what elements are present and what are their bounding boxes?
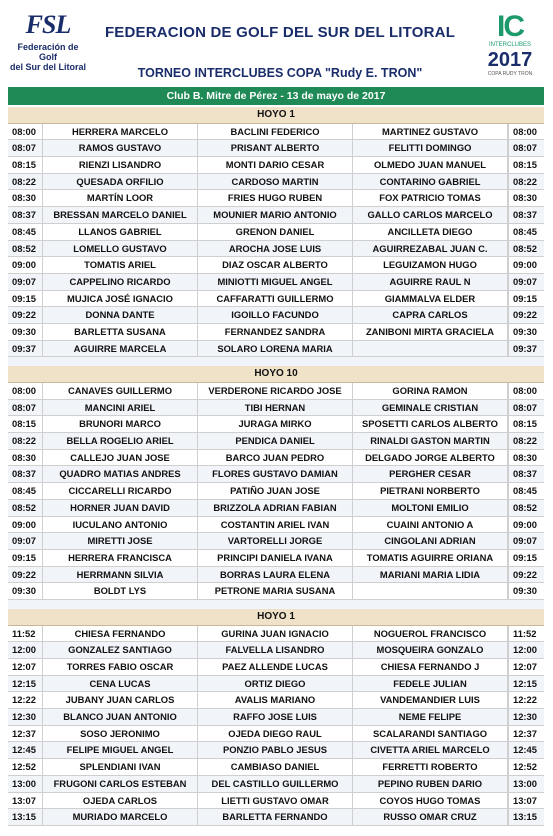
fsl-logo-mark: FSL (25, 10, 71, 39)
player-2: VERDERONE RICARDO JOSE (198, 383, 353, 399)
player-3: CUAINI ANTONIO A (353, 517, 508, 533)
tee-time-right: 09:00 (508, 517, 543, 533)
player-1: CALLEJO JUAN JOSE (43, 450, 198, 466)
tee-time: 09:07 (8, 533, 43, 549)
player-3: FERRETTI ROBERTO (353, 759, 508, 775)
tee-time-right: 12:45 (508, 742, 543, 758)
player-3: MARIANI MARIA LIDIA (353, 567, 508, 583)
table-row (8, 759, 544, 776)
player-2: MINIOTTI MIGUEL ANGEL (198, 274, 353, 290)
player-3: LEGUIZAMON HUGO (353, 257, 508, 273)
fsl-logo-line-2: del Sur del Litoral (10, 62, 87, 72)
player-2: RAFFO JOSE LUIS (198, 709, 353, 725)
player-1: GONZALEZ SANTIAGO (43, 642, 198, 658)
interclubes-logo-cup: COPA RUDY TRON (487, 71, 533, 77)
table-row (8, 291, 544, 308)
player-3: GEMINALE CRISTIAN (353, 400, 508, 416)
table-row (8, 257, 544, 274)
table-row (8, 307, 544, 324)
tee-time: 08:52 (8, 500, 43, 516)
table-row (8, 793, 544, 810)
tee-time: 12:45 (8, 742, 43, 758)
tee-time: 08:22 (8, 174, 43, 190)
player-1: AGUIRRE MARCELA (43, 341, 198, 357)
player-3: PERGHER CESAR (353, 466, 508, 482)
table-row (8, 274, 544, 291)
tee-time-right: 12:22 (508, 692, 543, 708)
tee-time-right: 12:00 (508, 642, 543, 658)
table-row (8, 709, 544, 726)
tee-time-right: 08:52 (508, 241, 543, 257)
player-2: FALVELLA LISANDRO (198, 642, 353, 658)
player-3: CINGOLANI ADRIAN (353, 533, 508, 549)
section-spacer (8, 357, 544, 366)
player-2: OJEDA DIEGO RAUL (198, 726, 353, 742)
player-2: FERNANDEZ SANDRA (198, 324, 353, 340)
tee-time-right: 08:37 (508, 207, 543, 223)
player-1: FELIPE MIGUEL ANGEL (43, 742, 198, 758)
player-2: DEL CASTILLO GUILLERMO (198, 776, 353, 792)
player-1: MARTÍN LOOR (43, 190, 198, 206)
club-date-bar: Club B. Mitre de Pérez - 13 de mayo de 2017 (8, 87, 544, 105)
tee-time-right: 09:00 (508, 257, 543, 273)
tee-time-right: 11:52 (508, 626, 543, 642)
table-row (8, 157, 544, 174)
fsl-logo (10, 10, 86, 82)
tee-time-right: 09:37 (508, 341, 543, 357)
tee-time-right: 09:30 (508, 324, 543, 340)
player-2: PENDICA DANIEL (198, 433, 353, 449)
player-1: BOLDT LYS (43, 583, 198, 599)
player-3 (353, 341, 508, 357)
player-2: CAMBIASO DANIEL (198, 759, 353, 775)
header (0, 0, 553, 86)
player-1: BARLETTA SUSANA (43, 324, 198, 340)
tee-time-right: 09:07 (508, 533, 543, 549)
player-2: GRENON DANIEL (198, 224, 353, 240)
tee-time-right: 13:07 (508, 793, 543, 809)
player-1: IUCULANO ANTONIO (43, 517, 198, 533)
player-2: IGOILLO FACUNDO (198, 307, 353, 323)
table-row (8, 174, 544, 191)
player-1: MUJICA JOSÉ IGNACIO (43, 291, 198, 307)
player-2: FLORES GUSTAVO DAMIAN (198, 466, 353, 482)
tee-time: 08:52 (8, 241, 43, 257)
tee-time: 09:00 (8, 517, 43, 533)
player-2: JURAGA MIRKO (198, 416, 353, 432)
player-3: PIETRANI NORBERTO (353, 483, 508, 499)
player-2: FRIES HUGO RUBEN (198, 190, 353, 206)
tee-time: 09:30 (8, 583, 43, 599)
table-row (8, 483, 544, 500)
player-3: NEME FELIPE (353, 709, 508, 725)
tee-time-right: 08:00 (508, 383, 543, 399)
player-2: BARCO JUAN PEDRO (198, 450, 353, 466)
tee-time: 08:00 (8, 383, 43, 399)
player-2: PONZIO PABLO JESUS (198, 742, 353, 758)
player-2: MOUNIER MARIO ANTONIO (198, 207, 353, 223)
table-row (8, 659, 544, 676)
player-3: RINALDI GASTON MARTIN (353, 433, 508, 449)
player-2: PRINCIPI DANIELA IVANA (198, 550, 353, 566)
tee-time-right: 09:22 (508, 307, 543, 323)
player-3: AGUIRRE RAUL N (353, 274, 508, 290)
player-2: PAEZ ALLENDE LUCAS (198, 659, 353, 675)
tee-time: 08:30 (8, 190, 43, 206)
tee-time: 12:30 (8, 709, 43, 725)
tee-time-right: 12:37 (508, 726, 543, 742)
player-2: PRISANT ALBERTO (198, 140, 353, 156)
player-3: GORINA RAMON (353, 383, 508, 399)
tee-time: 08:30 (8, 450, 43, 466)
player-1: SOSO JERONIMO (43, 726, 198, 742)
table-row (8, 433, 544, 450)
player-2: BARLETTA FERNANDO (198, 809, 353, 825)
player-2: MONTI DARIO CESAR (198, 157, 353, 173)
tee-time: 08:15 (8, 157, 43, 173)
tee-time: 08:37 (8, 207, 43, 223)
table-row (8, 140, 544, 157)
tee-time: 13:15 (8, 809, 43, 825)
tee-time: 08:15 (8, 416, 43, 432)
player-3: TOMATIS AGUIRRE ORIANA (353, 550, 508, 566)
tee-time: 11:52 (8, 626, 43, 642)
table-row (8, 500, 544, 517)
player-1: MURIADO MARCELO (43, 809, 198, 825)
player-3: ZANIBONI MIRTA GRACIELA (353, 324, 508, 340)
tee-time: 12:07 (8, 659, 43, 675)
tee-time-right: 13:00 (508, 776, 543, 792)
tee-time-right: 08:30 (508, 190, 543, 206)
player-3: GALLO CARLOS MARCELO (353, 207, 508, 223)
player-2: BORRAS LAURA ELENA (198, 567, 353, 583)
player-2: AVALIS MARIANO (198, 692, 353, 708)
table-row (8, 190, 544, 207)
player-2: SOLARO LORENA MARIA (198, 341, 353, 357)
table-row (8, 809, 544, 826)
table-row (8, 742, 544, 759)
interclubes-logo-year: 2017 (487, 49, 533, 71)
tee-time: 09:30 (8, 324, 43, 340)
table-row (8, 383, 544, 400)
tee-time-right: 08:22 (508, 174, 543, 190)
tee-time: 08:00 (8, 124, 43, 140)
tee-time: 12:00 (8, 642, 43, 658)
tee-time: 09:07 (8, 274, 43, 290)
player-1: HERRMANN SILVIA (43, 567, 198, 583)
tee-time-right: 08:22 (508, 433, 543, 449)
table-row (8, 533, 544, 550)
tee-time-right: 08:07 (508, 140, 543, 156)
tee-time-right: 08:30 (508, 450, 543, 466)
player-1: JUBANY JUAN CARLOS (43, 692, 198, 708)
player-3: COYOS HUGO TOMAS (353, 793, 508, 809)
player-3: GIAMMALVA ELDER (353, 291, 508, 307)
tee-time: 08:07 (8, 140, 43, 156)
table-row (8, 341, 544, 358)
player-3: RUSSO OMAR CRUZ (353, 809, 508, 825)
tee-time-right: 12:52 (508, 759, 543, 775)
player-1: SPLENDIANI IVAN (43, 759, 198, 775)
tournament-title: TORNEO INTERCLUBES COPA "Rudy E. TRON" (137, 66, 423, 80)
tee-time: 12:52 (8, 759, 43, 775)
tee-time-right: 09:30 (508, 583, 543, 599)
player-1: CICCARELLI RICARDO (43, 483, 198, 499)
player-1: CHIESA FERNANDO (43, 626, 198, 642)
player-3: MOLTONI EMILIO (353, 500, 508, 516)
section-spacer (8, 600, 544, 609)
player-1: QUESADA ORFILIO (43, 174, 198, 190)
tee-time: 09:15 (8, 291, 43, 307)
player-1: BLANCO JUAN ANTONIO (43, 709, 198, 725)
player-3: FOX PATRICIO TOMAS (353, 190, 508, 206)
player-3: CONTARINO GABRIEL (353, 174, 508, 190)
tee-time: 12:22 (8, 692, 43, 708)
player-2: LIETTI GUSTAVO OMAR (198, 793, 353, 809)
table-row (8, 324, 544, 341)
tee-time-right: 08:52 (508, 500, 543, 516)
tee-time-right: 08:37 (508, 466, 543, 482)
table-row (8, 517, 544, 534)
tee-time: 08:45 (8, 483, 43, 499)
player-2: AROCHA JOSE LUIS (198, 241, 353, 257)
player-3: CIVETTA ARIEL MARCELO (353, 742, 508, 758)
player-2: PATIÑO JUAN JOSE (198, 483, 353, 499)
player-2: GURINA JUAN IGNACIO (198, 626, 353, 642)
player-1: HORNER JUAN DAVID (43, 500, 198, 516)
tee-time: 12:37 (8, 726, 43, 742)
player-2: ORTIZ DIEGO (198, 676, 353, 692)
player-2: BRIZZOLA ADRIAN FABIAN (198, 500, 353, 516)
tee-time: 13:00 (8, 776, 43, 792)
page-title: FEDERACION DE GOLF DEL SUR DEL LITORAL (104, 24, 456, 41)
table-row (8, 207, 544, 224)
table-row (8, 567, 544, 584)
player-1: CANAVES GUILLERMO (43, 383, 198, 399)
tee-time: 09:00 (8, 257, 43, 273)
tee-time: 09:22 (8, 307, 43, 323)
table-row (8, 776, 544, 793)
player-1: HERRERA FRANCISCA (43, 550, 198, 566)
player-1: CENA LUCAS (43, 676, 198, 692)
tee-time-right: 12:07 (508, 659, 543, 675)
player-3: ANCILLETA DIEGO (353, 224, 508, 240)
player-2: CARDOSO MARTIN (198, 174, 353, 190)
player-3: NOGUEROL FRANCISCO (353, 626, 508, 642)
player-1: TORRES FABIO OSCAR (43, 659, 198, 675)
tee-time: 08:45 (8, 224, 43, 240)
player-1: LLANOS GABRIEL (43, 224, 198, 240)
tee-times-table (8, 107, 544, 826)
table-row (8, 450, 544, 467)
tee-time: 13:07 (8, 793, 43, 809)
player-1: DONNA DANTE (43, 307, 198, 323)
player-1: QUADRO MATIAS ANDRES (43, 466, 198, 482)
tee-time-right: 12:15 (508, 676, 543, 692)
player-2: VARTORELLI JORGE (198, 533, 353, 549)
tee-time: 08:22 (8, 433, 43, 449)
tee-time: 09:22 (8, 567, 43, 583)
tee-time: 08:37 (8, 466, 43, 482)
table-row (8, 224, 544, 241)
player-3: SCALARANDI SANTIAGO (353, 726, 508, 742)
player-1: OJEDA CARLOS (43, 793, 198, 809)
player-1: CAPPELINO RICARDO (43, 274, 198, 290)
table-row (8, 416, 544, 433)
interclubes-logo-name: INTERCLUBES (488, 42, 531, 48)
player-3: MARTINEZ GUSTAVO (353, 124, 508, 140)
player-3: FELITTI DOMINGO (353, 140, 508, 156)
player-1: BELLA ROGELIO ARIEL (43, 433, 198, 449)
table-row (8, 466, 544, 483)
player-3: AGUIRREZABAL JUAN C. (353, 241, 508, 257)
player-3: CHIESA FERNANDO J (353, 659, 508, 675)
player-2: DIAZ OSCAR ALBERTO (198, 257, 353, 273)
player-3: VANDEMANDIER LUIS (353, 692, 508, 708)
player-1: BRESSAN MARCELO DANIEL (43, 207, 198, 223)
player-2: TIBI HERNAN (198, 400, 353, 416)
tee-time-right: 09:22 (508, 567, 543, 583)
tee-time: 12:15 (8, 676, 43, 692)
table-row (8, 676, 544, 693)
tee-time-right: 13:15 (508, 809, 543, 825)
tee-time-right: 09:15 (508, 291, 543, 307)
tee-time-right: 08:15 (508, 416, 543, 432)
hole-header: HOYO 10 (8, 366, 544, 383)
table-row (8, 692, 544, 709)
player-3: PEPINO RUBEN DARIO (353, 776, 508, 792)
tee-time-right: 08:15 (508, 157, 543, 173)
table-row (8, 550, 544, 567)
player-1: TOMATIS ARIEL (43, 257, 198, 273)
tee-time: 08:07 (8, 400, 43, 416)
tee-time-right: 09:07 (508, 274, 543, 290)
player-3: SPOSETTI CARLOS ALBERTO (353, 416, 508, 432)
fsl-logo-line-1: Federación de Golf (17, 42, 79, 62)
player-1: RIENZI LISANDRO (43, 157, 198, 173)
player-3: FEDELE JULIAN (353, 676, 508, 692)
player-3 (353, 583, 508, 599)
table-row (8, 400, 544, 417)
tee-time-right: 08:45 (508, 224, 543, 240)
tee-time: 09:37 (8, 341, 43, 357)
player-2: BACLINI FEDERICO (198, 124, 353, 140)
player-1: BRUNORI MARCO (43, 416, 198, 432)
player-1: HERRERA MARCELO (43, 124, 198, 140)
player-2: COSTANTIN ARIEL IVAN (198, 517, 353, 533)
tee-time-right: 08:00 (508, 124, 543, 140)
player-1: MIRETTI JOSE (43, 533, 198, 549)
player-2: PETRONE MARIA SUSANA (198, 583, 353, 599)
tee-time-right: 12:30 (508, 709, 543, 725)
tee-time-right: 08:45 (508, 483, 543, 499)
player-3: MOSQUEIRA GONZALO (353, 642, 508, 658)
player-3: DELGADO JORGE ALBERTO (353, 450, 508, 466)
table-row (8, 726, 544, 743)
tee-time-right: 09:15 (508, 550, 543, 566)
table-row (8, 642, 544, 659)
interclubes-logo-mark: IC (497, 10, 523, 43)
table-row (8, 626, 544, 643)
table-row (8, 583, 544, 600)
hole-header: HOYO 1 (8, 609, 544, 626)
player-2: CAFFARATTI GUILLERMO (198, 291, 353, 307)
player-3: OLMEDO JUAN MANUEL (353, 157, 508, 173)
table-row (8, 241, 544, 258)
tee-time-right: 08:07 (508, 400, 543, 416)
player-1: MANCINI ARIEL (43, 400, 198, 416)
player-1: LOMELLO GUSTAVO (43, 241, 198, 257)
hole-header: HOYO 1 (8, 107, 544, 124)
player-1: FRUGONI CARLOS ESTEBAN (43, 776, 198, 792)
player-3: CAPRA CARLOS (353, 307, 508, 323)
interclubes-logo (479, 12, 541, 82)
player-1: RAMOS GUSTAVO (43, 140, 198, 156)
table-row (8, 124, 544, 141)
tee-time: 09:15 (8, 550, 43, 566)
